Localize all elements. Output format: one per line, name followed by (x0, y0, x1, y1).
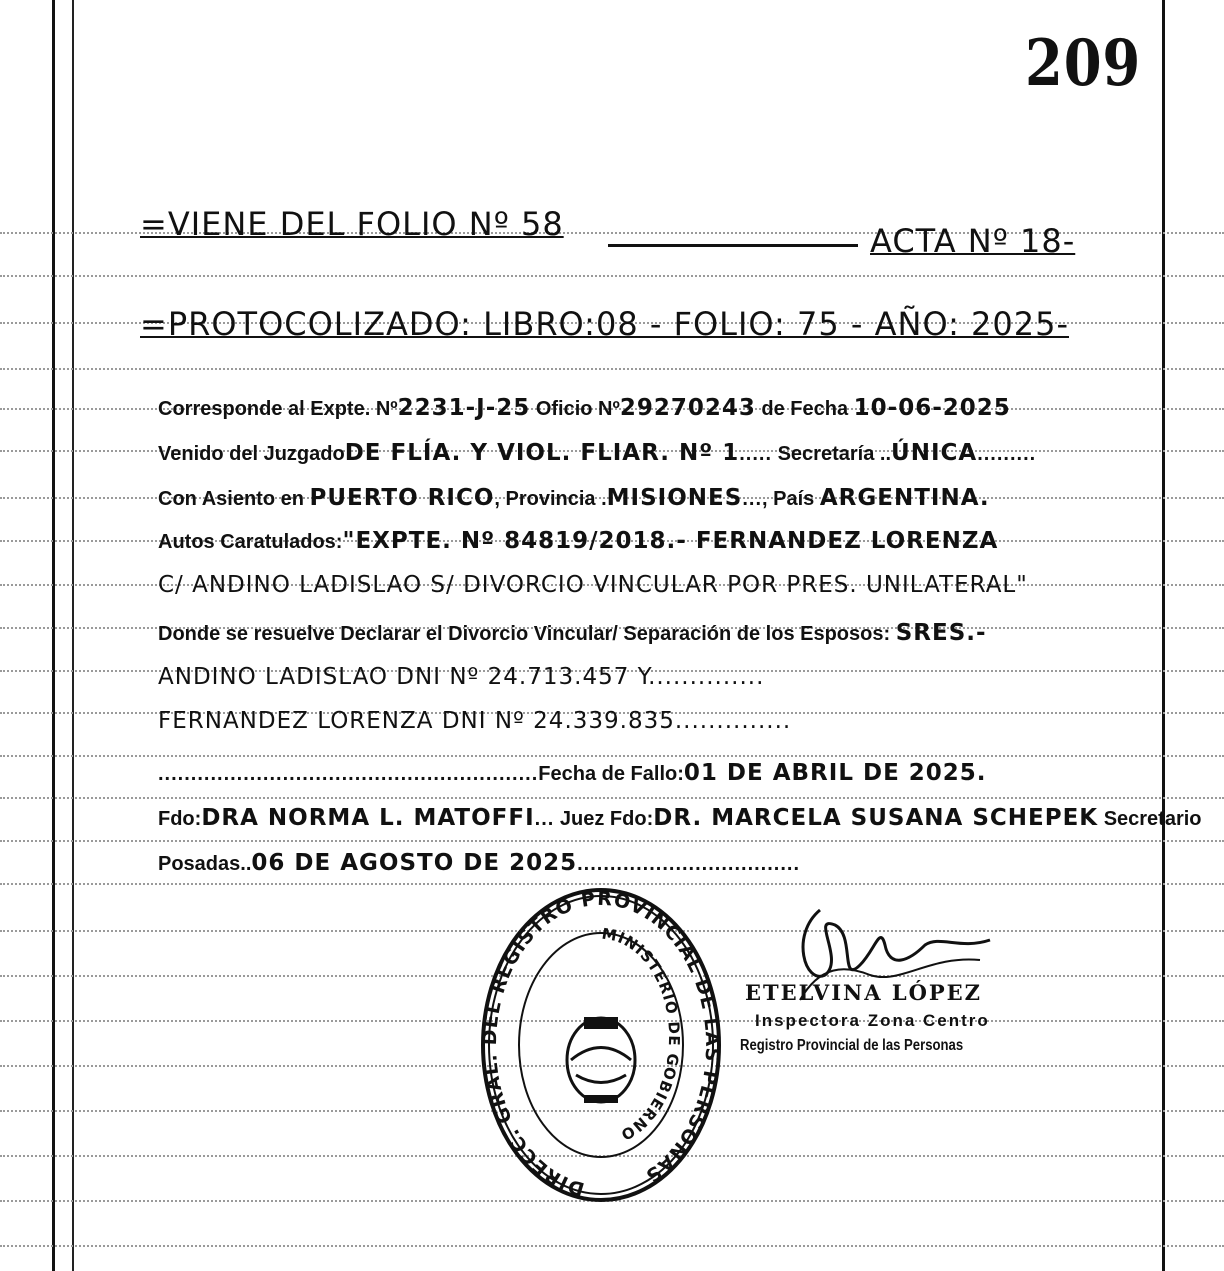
fallo-label: Fecha de Fallo: (538, 763, 684, 785)
esposo2-line: FERNANDEZ LORENZA DNI Nº 24.339.835.............. (158, 708, 792, 734)
esposos-prefix: SRES.- (895, 620, 987, 646)
fecha-label: de Fecha (761, 398, 849, 420)
seal-outer-text: DIRECC. GRAL. DEL REGISTRO PROVINCIAL DE LAS PERSONAS (478, 887, 724, 1201)
left-margin-line (52, 0, 55, 1271)
expte-value: 2231-J-25 (397, 395, 531, 421)
fallo-line: ..........................................................Fecha de Fallo:01 DE ABRIL DE 2025. (158, 760, 987, 786)
seal-inner-text: MINISTERIO DE GOBIERNO (600, 924, 684, 1145)
esposo1: ANDINO LADISLAO DNI Nº 24.713.457 Y (158, 664, 649, 690)
asiento-value: PUERTO RICO (309, 485, 495, 511)
corresponde-label: Corresponde al Expte. Nº (158, 398, 398, 420)
secretaria-label: Secretaría (777, 443, 875, 465)
official-seal (476, 885, 726, 1205)
juez-label: Juez (559, 808, 605, 830)
secretario-value: DR. MARCELA SUSANA SCHEPEK (653, 805, 1099, 831)
juzgado-value: DE FLÍA. Y VIOL. FLIAR. Nº 1 (344, 440, 740, 466)
signature-block (740, 905, 1030, 1085)
posadas-line: Posadas..06 DE AGOSTO DE 2025.................................. (158, 850, 801, 876)
secretario-prefix: Fdo: (609, 808, 654, 830)
svg-text:MINISTERIO DE GOBIERNO (600, 925, 683, 1145)
juez-value: DRA NORMA L. MATOFFI (201, 805, 535, 831)
secretaria-value: ÚNICA (891, 440, 978, 466)
signatory-name: ETELVINA LÓPEZ (745, 980, 983, 1005)
posadas-label: Posadas (158, 853, 241, 875)
pais-value: ARGENTINA. (819, 485, 990, 511)
coat-of-arms-icon (567, 1017, 635, 1103)
autos-label: Autos Caratulados: (158, 531, 343, 553)
firmas-line: Fdo:DRA NORMA L. MATOFFI... Juez Fdo:DR. MARCELA SUSANA SCHEPEK Secretario (158, 805, 1202, 831)
juzgado-line: Venido del JuzgadoDE FLÍA. Y VIOL. FLIAR. Nº 1..... Secretaría ..ÚNICA......... (158, 440, 1037, 466)
protocolizado-line: =PROTOCOLIZADO: LIBRO:08 - FOLIO: 75 - AÑO: 2025- (140, 305, 1069, 343)
posadas-value: 06 DE AGOSTO DE 2025 (251, 850, 578, 876)
fallo-value: 01 DE ABRIL DE 2025. (683, 760, 987, 786)
expte-line (158, 395, 1011, 421)
juez-prefix: Fdo: (158, 808, 202, 830)
oficio-value: 29270243 (619, 395, 756, 421)
esposo1-line: ANDINO LADISLAO DNI Nº 24.713.457 Y.............. (158, 664, 765, 690)
pais-label: País (773, 488, 815, 510)
heading-underline (608, 244, 858, 247)
folio-number: 209 (1025, 26, 1142, 101)
acta-number: ACTA Nº 18- (870, 222, 1076, 260)
right-margin-line (1162, 0, 1165, 1271)
provincia-value: MISIONES (606, 485, 743, 511)
venido-label: Venido del Juzgado (158, 443, 345, 465)
secretario-label: Secretario (1103, 808, 1202, 830)
viene-del-folio: =VIENE DEL FOLIO Nº 58 (140, 205, 564, 243)
autos-line2: C/ ANDINO LADISLAO S/ DIVORCIO VINCULAR POR PRES. UNILATERAL" (158, 572, 1028, 598)
signatory-title: Inspectora Zona Centro (755, 1011, 990, 1030)
fecha-value: 10-06-2025 (853, 395, 1011, 421)
provincia-label: Provincia (505, 488, 596, 510)
autos-line1: "EXPTE. Nº 84819/2018.- FERNANDEZ LORENZA (342, 528, 999, 554)
asiento-line: Con Asiento en PUERTO RICO, Provincia .MISIONES..., País ARGENTINA. (158, 485, 990, 511)
asiento-label: Con Asiento en (158, 488, 304, 510)
autos-line (158, 528, 998, 554)
left-margin-line-inner (72, 0, 74, 1271)
signatory-office: Registro Provincial de las Personas (740, 1037, 964, 1054)
svg-text:DIRECC. GRAL. DEL REGISTRO PRO (479, 888, 723, 1200)
donde-label: Donde se resuelve Declarar el Divorcio Vincular/ Separación de los Esposos: (158, 623, 891, 645)
donde-line (158, 620, 987, 646)
esposo2: FERNANDEZ LORENZA DNI Nº 24.339.835 (158, 708, 675, 734)
oficio-label: Oficio Nº (535, 398, 620, 420)
